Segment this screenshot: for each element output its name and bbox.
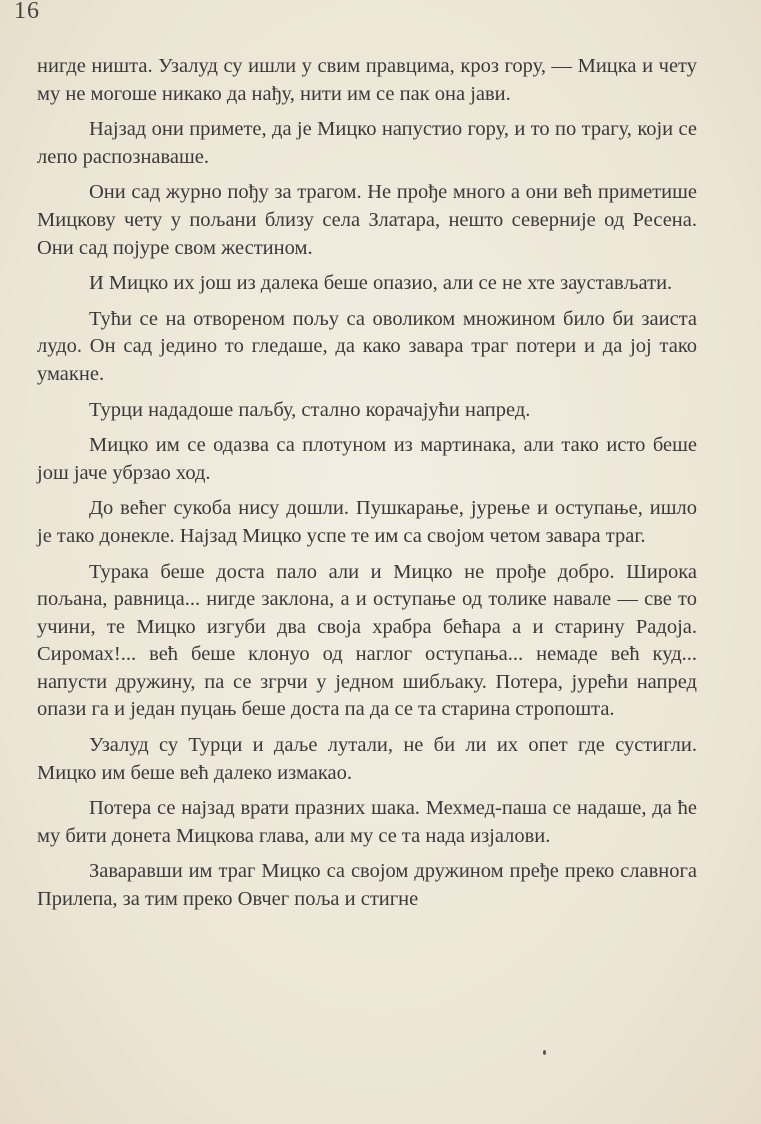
paragraph: Најзад они примете, да је Мицко напустио гору, и то по трагу, који се лепо распознаваше.	[37, 118, 697, 168]
paragraph: Турци нададоше паљбу, стално корачајући напред.	[89, 398, 531, 421]
paragraph: Заваравши им траг Мицко са својом дружином пређе преко славнога Прилепа, за тим преко Овчег поља и стигне	[37, 860, 697, 911]
page-number: 16	[14, 0, 40, 24]
paragraph: Узалуд су Турци и даље лутали, не би ли их опет где сустигли. Мицко им беше већ далеко измакао.	[37, 734, 697, 784]
body-text	[37, 53, 697, 914]
paragraph: И Мицко их још из далека беше опазио, али се не хте заустављати.	[89, 272, 673, 295]
paragraph: нигде ништа. Узалуд су ишли у свим правцима, кроз гору, — Мицка и чету му не могоше никако да нађу, нити им се пак она јави.	[37, 55, 697, 105]
paragraph: Тући се на отвореном пољу са оволиком множином било би заиста лудо. Он сад једино то гледаше, да како завара траг потери и да јој тако умакне.	[37, 307, 697, 385]
paragraph: Турака беше доста пало али и Мицко не прође добро. Широка пољана, равница... нигде заклона, а и оступање од толике навале — све то учини, те Мицко изгуби два своја храбра бећара а и старину Радоја. Сиромах!... већ беше клонуо од наглог оступања... немаде већ куд... напусти дружину, па се згрчи у једном шибљаку. Потера, јурећи напред опази га и један пуцањ беше доста па да се та старина стропошта.	[37, 560, 697, 721]
paragraph: Мицко им се одазва са плотуном из мартинака, али тако исто беше још јаче убрзао ход.	[37, 434, 697, 484]
paragraph: Потера се најзад врати празних шака. Мехмед-паша се надаше, да ће му бити донета Мицкова глава, али му се та нада изјалови.	[37, 797, 697, 847]
paragraph: До већег сукоба нису дошли. Пушкарање, јурење и оступање, ишло је тако донекле. Најзад Мицко успе те им са својом четом завара траг.	[37, 497, 697, 547]
ink-speck	[543, 1050, 546, 1055]
paragraph: Они сад журно пођу за трагом. Не прође много а они већ приметише Мицкову чету у пољани близу села Златара, нешто северније од Ресена. Они сад појуре свом жестином.	[37, 181, 697, 259]
